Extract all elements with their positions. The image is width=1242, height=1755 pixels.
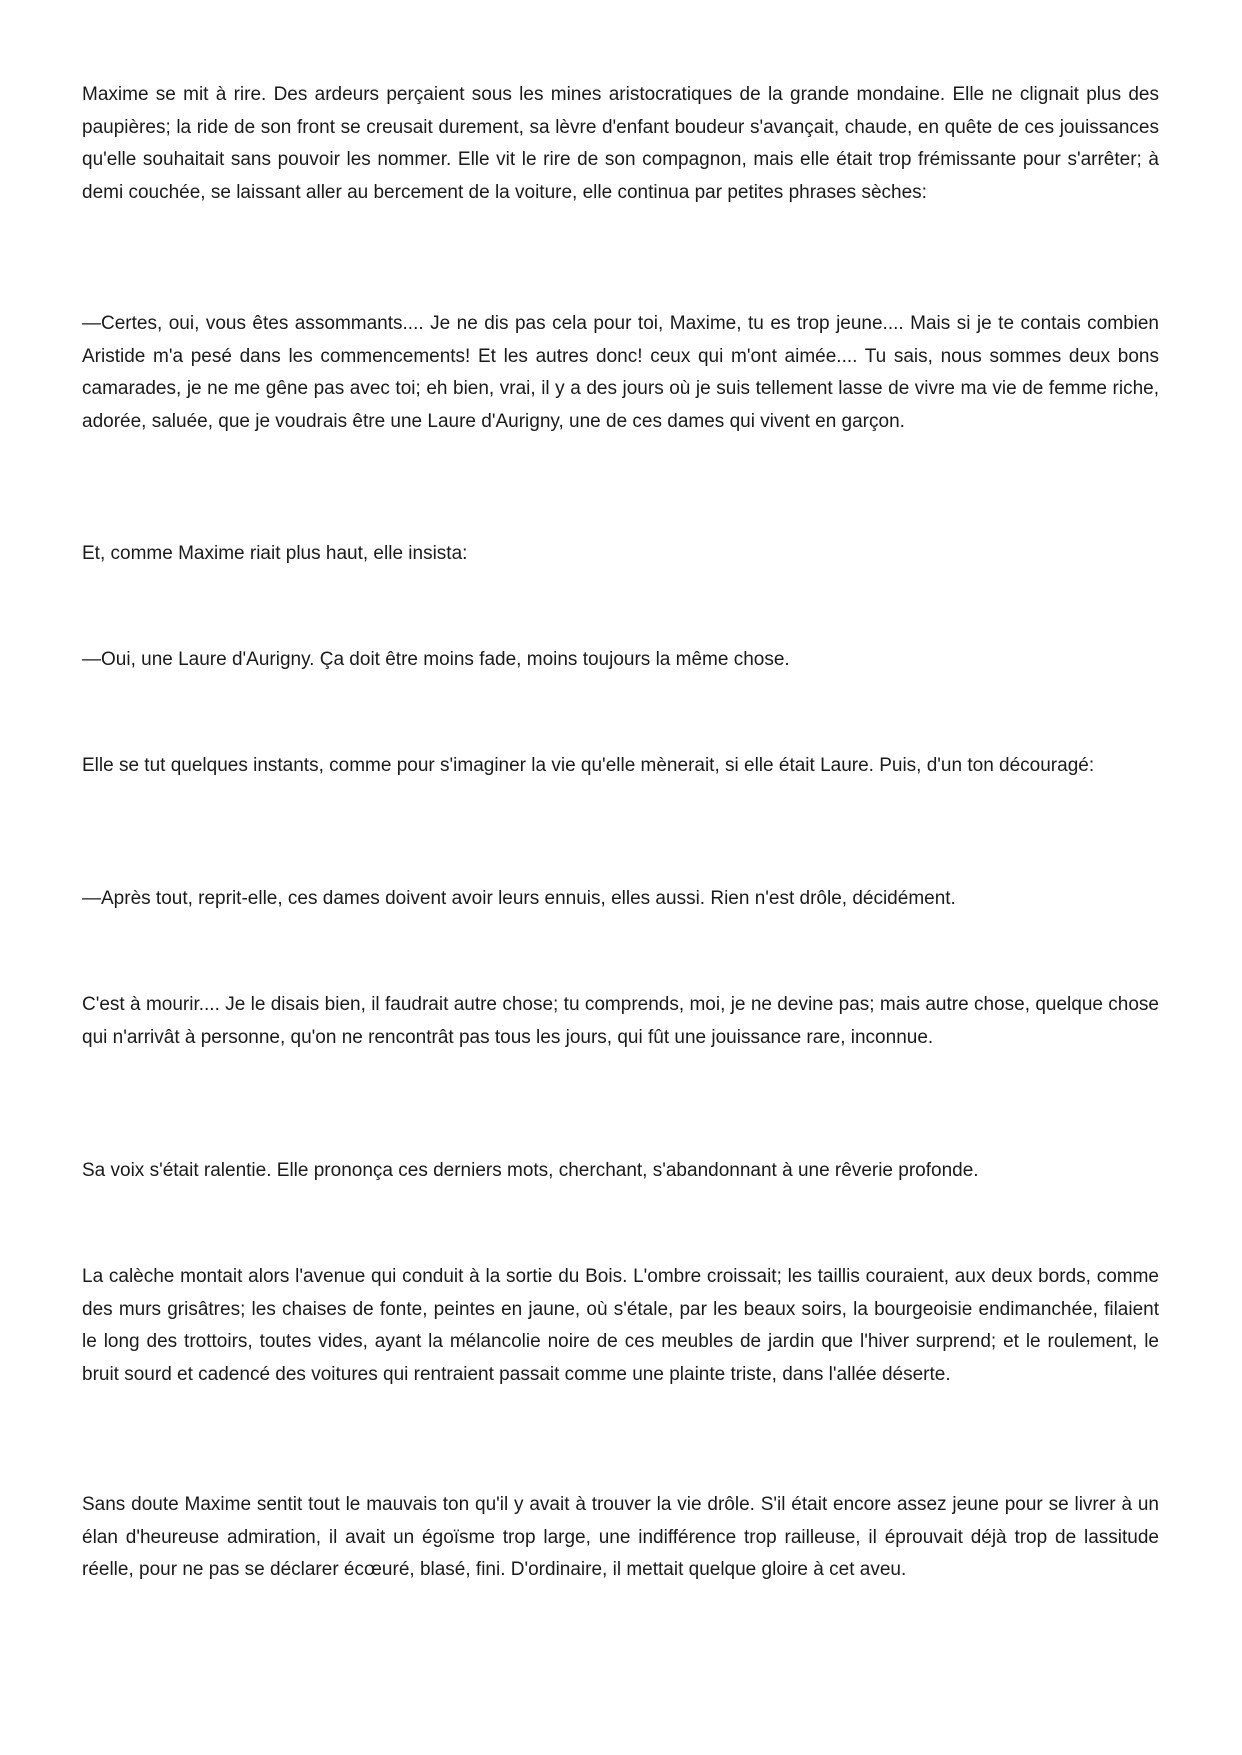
paragraph: —Certes, oui, vous êtes assommants.... Je ne dis pas cela pour toi, Maxime, tu es trop jeune.... Mais si je te contais combien Aristide m'a pesé dans les commencements! Et les autres donc! ceux qui m'ont aimée.... Tu sais, nous sommes deux bons camarades, je ne me gêne pas avec toi; eh bien, vrai, il y a des jours où je suis tellement lasse de vivre ma vie de femme riche, adorée, saluée, que je voudrais être une Laure d'Aurigny, une de ces dames qui vivent en garçon. [82, 313, 1159, 432]
paragraph: —Oui, une Laure d'Aurigny. Ça doit être moins fade, moins toujours la même chose. [82, 649, 790, 670]
paragraph: Sans doute Maxime sentit tout le mauvais ton qu'il y avait à trouver la vie drôle. S'il était encore assez jeune pour se livrer à un élan d'heureuse admiration, il avait un égoïsme trop large, une indifférence trop railleuse, il éprouvait déjà trop de lassitude réelle, pour ne pas se déclarer écœuré, blasé, fini. D'ordinaire, il mettait quelque gloire à cet aveu. [82, 1494, 1159, 1581]
paragraph: C'est à mourir.... Je le disais bien, il faudrait autre chose; tu comprends, moi, je ne devine pas; mais autre chose, quelque chose qui n'arrivât à personne, qu'on ne rencontrât pas tous les jours, qui fût une jouissance rare, inconnue. [82, 994, 1159, 1048]
paragraph: La calèche montait alors l'avenue qui conduit à la sortie du Bois. L'ombre croissait; les taillis couraient, aux deux bords, comme des murs grisâtres; les chaises de fonte, peintes en jaune, où s'étale, par les beaux soirs, la bourgeoisie endimanchée, filaient le long des trottoirs, toutes vides, ayant la mélancolie noire de ces meubles de jardin que l'hiver surprend; et le roulement, le bruit sourd et cadencé des voitures qui rentraient passait comme une plainte triste, dans l'allée déserte. [82, 1266, 1159, 1385]
paragraph: Elle se tut quelques instants, comme pour s'imaginer la vie qu'elle mènerait, si elle était Laure. Puis, d'un ton découragé: [82, 755, 1095, 776]
paragraph: —Après tout, reprit-elle, ces dames doivent avoir leurs ennuis, elles aussi. Rien n'est drôle, décidément. [82, 888, 956, 909]
paragraph: Et, comme Maxime riait plus haut, elle insista: [82, 543, 468, 564]
paragraph: Maxime se mit à rire. Des ardeurs perçaient sous les mines aristocratiques de la grande mondaine. Elle ne clignait plus des paupières; la ride de son front se creusait durement, sa lèvre d'enfant boudeur s'avançait, chaude, en quête de ces jouissances qu'elle souhaitait sans pouvoir les nommer. Elle vit le rire de son compagnon, mais elle était trop frémissante pour s'arrêter; à demi couchée, se laissant aller au bercement de la voiture, elle continua par petites phrases sèches: [82, 84, 1159, 203]
paragraph: Sa voix s'était ralentie. Elle prononça ces derniers mots, cherchant, s'abandonnant à une rêverie profonde. [82, 1160, 979, 1181]
